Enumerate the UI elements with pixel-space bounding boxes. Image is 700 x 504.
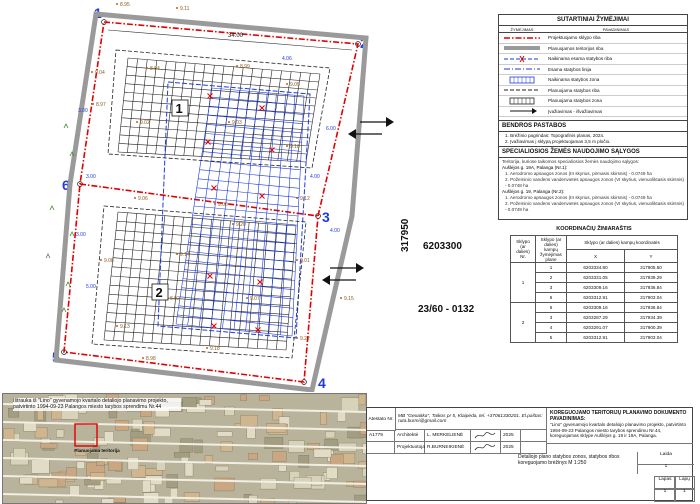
elevation-point (100, 259, 102, 261)
elevation-label: 9.18 (210, 346, 220, 352)
special-conditions-panel (498, 146, 688, 220)
coord-point: 6 (536, 303, 567, 313)
elevation-label: 9.13 (120, 324, 130, 330)
note-1: 1. Brėžinio pagrindas: Topografinis planas, 2024. (505, 133, 605, 138)
elevation-point (340, 297, 342, 299)
coord-x: 6203334.80 (567, 263, 625, 273)
corner-label: 6 (62, 177, 70, 193)
coordinates-table (510, 235, 678, 343)
elevation-label: 8.92 (170, 296, 180, 302)
notes-title: BENDROS PASTABOS (499, 121, 687, 132)
arrow-head (322, 275, 330, 285)
inset-building (289, 502, 297, 503)
th-plot: Sklypo (ar dalies) Nr. (511, 236, 536, 263)
inset-building (273, 451, 286, 461)
entry-arrow-icon (360, 117, 394, 127)
legend-symbol (499, 65, 545, 73)
dimension-label: 3.00 (76, 232, 86, 238)
removed-mark (260, 106, 265, 111)
attest-label: Atestato Nr. (367, 408, 396, 431)
inset-building (170, 488, 177, 497)
coord-row (511, 333, 678, 343)
inset-building (20, 478, 33, 484)
legend-row (499, 54, 687, 65)
elevation-point (176, 253, 178, 255)
elevation-point (296, 337, 298, 339)
inset-building (31, 460, 49, 474)
inset-building (106, 479, 121, 484)
coord-point: 3 (536, 313, 567, 323)
removed-zone-hline (200, 170, 300, 179)
signature-name: L. MERKELIENĖ (425, 430, 471, 441)
corner-label: 5 (52, 349, 60, 365)
signature-role: Projektuotoja (395, 442, 425, 453)
elevation-point (116, 3, 118, 5)
special-intro: Teritorija, kuriose taikomos specialiosios žemės naudojimo sąlygos: (502, 159, 640, 164)
grass-mark (66, 282, 70, 286)
inset-building (164, 498, 173, 503)
planned-zone-2-hline (112, 267, 292, 279)
elevation-label: 8.98 (146, 356, 156, 362)
planned-zone-2-hline (104, 340, 286, 350)
elevation-label: 9.12 (300, 196, 310, 202)
special-plot1: Aušlėjos g. 19A, Palanga (Nr.1): (502, 165, 568, 170)
legend-label: Naikinama statybos zona (548, 77, 600, 83)
elevation-label: 8.99 (240, 64, 250, 70)
legend-symbol-graphic (502, 34, 542, 42)
inset-building (104, 432, 113, 443)
coord-x: 6203312.91 (567, 293, 625, 303)
planned-zone-1-vline (193, 64, 205, 156)
elevation-point (232, 223, 234, 225)
th-y: Y (625, 250, 678, 263)
elevation-label: 9.05 (290, 82, 300, 88)
elevation-label: 9.22 (300, 336, 310, 342)
inset-building (241, 395, 247, 401)
inset-building (4, 428, 14, 440)
planned-zone-1-vline (156, 61, 167, 154)
coord-y: 317939.29 (625, 273, 678, 283)
coord-row (511, 283, 678, 293)
inset-building (35, 427, 47, 438)
signature-icon (471, 430, 501, 441)
inset-building (183, 397, 197, 408)
parcel-divider (80, 184, 318, 216)
corner-label: 2 (360, 35, 368, 51)
legend-col-symbol: ŽYMĖJIMAS (510, 26, 534, 32)
inset-building (109, 411, 117, 418)
inset-building (249, 453, 258, 459)
elevation-label: 8.95 (120, 2, 130, 8)
legend-row (499, 44, 687, 55)
elevation-point (142, 357, 144, 359)
coord-y-text: 317950 (400, 218, 411, 252)
inset-building (40, 443, 57, 448)
elevation-label: 9.04 (95, 70, 105, 76)
entry-arrow-icon (330, 263, 364, 273)
elevation-point (296, 259, 298, 261)
elevation-point (246, 297, 248, 299)
planned-zone-1-vline (127, 59, 137, 153)
planned-zone-1-vline (137, 60, 147, 153)
coord-plot-no: 2 (511, 303, 536, 343)
dimension-label: 3.00 (78, 108, 88, 114)
project-desc: "Lino" gyvenamojo kvartalo detaliojo planavimo projekto, patvirtinto 1994-09-23 Palangos miesto tarybos sprendimu Nr.44, koreguojamas sklype Aušlėjos g. 19 ir 19A, Palanga. (550, 422, 687, 439)
inset-building (39, 479, 58, 487)
inset-map (2, 393, 367, 504)
arrow-head (356, 263, 364, 273)
coord-point: 6 (536, 293, 567, 303)
removed-mark (208, 274, 213, 279)
inset-building (260, 395, 269, 400)
legend-panel (498, 14, 688, 132)
elevation-label: 9.07 (250, 296, 260, 302)
corner-label: 3 (322, 209, 330, 225)
coord-row (511, 293, 678, 303)
coord-x: 6203309.16 (567, 303, 625, 313)
inset-building (241, 415, 258, 426)
elevation-label: 8.94 (150, 66, 160, 72)
elevation-point (214, 203, 216, 205)
inset-building (156, 462, 166, 470)
removed-zone-hline (183, 279, 294, 290)
stage-label: Laida (637, 452, 694, 465)
legend-label: Esama statybos linija (548, 66, 592, 72)
coord-y: 317903.04 (625, 293, 678, 303)
elevation-point (91, 71, 93, 73)
inset-building (56, 430, 64, 437)
coord-point: 4 (536, 323, 567, 333)
elevation-label: 9.03 (232, 120, 242, 126)
planned-zone-1-vline (118, 58, 128, 152)
dimension-label: 4.06 (282, 56, 292, 62)
coord-y: 317900.39 (625, 323, 678, 333)
elevation-label: 9.00 (218, 202, 228, 208)
inset-building (216, 466, 229, 471)
legend-symbol-graphic (502, 44, 542, 52)
legend-col-name: PAVADINIMAS (602, 26, 630, 32)
legend-row (499, 75, 687, 86)
project-title: KOREGUOJAMO TERITORIJŲ PLANAVIMO DOKUMENTO PAVADINIMAS: (550, 410, 687, 422)
elevation-label: 9.11 (180, 6, 190, 12)
removed-zone-hline (184, 270, 294, 281)
legend-row (499, 86, 687, 97)
elevation-point (206, 347, 208, 349)
inset-building (167, 475, 178, 488)
coord-row (511, 273, 678, 283)
signature-year: 2025 (501, 430, 521, 441)
special-plot2-item-1: 1. Aerodromo apsaugos zonos (III skyrius, pirmasis skirsnis) - 0.0749 ha (505, 195, 652, 200)
coord-x: 6203312.91 (567, 333, 625, 343)
coord-y: 317903.04 (625, 333, 678, 343)
coord-row (511, 303, 678, 313)
th-point: Sklypo (ar dalies) kampų žymėjimas plane (536, 236, 567, 263)
signature-name: R.BURNEIKIENĖ (425, 442, 471, 453)
special-plot2: Aušlėjos g. 19, Palanga (Nr.2): (502, 189, 565, 194)
coord-row (511, 313, 678, 323)
legend-symbol-graphic (502, 97, 542, 105)
elevation-label: 9.15 (344, 296, 354, 302)
inset-building (14, 448, 26, 457)
special-plot1-item-1: 1. Aerodromo apsaugos zonos (III skyrius, pirmasis skirsnis) - 0.0749 ha (505, 171, 652, 176)
inset-building (199, 400, 211, 406)
elevation-point (236, 65, 238, 67)
th-coord: Sklypo (ar dalies) kampų koordinatės (567, 236, 678, 250)
coord-point: 3 (536, 283, 567, 293)
coord-x: 6203331.05 (567, 273, 625, 283)
stage-value: 1 (637, 464, 694, 474)
elevation-point (146, 67, 148, 69)
elevation-point (92, 103, 94, 105)
elevation-label: 9.20 (236, 222, 246, 228)
legend-row (499, 33, 687, 44)
coord-x: 6203309.16 (567, 283, 625, 293)
inset-marker: Planuojama teritorija (74, 448, 120, 453)
inset-building (325, 432, 334, 438)
inset-building (221, 442, 232, 451)
inset-building (108, 462, 122, 471)
legend-symbol (499, 44, 545, 52)
dimension-label: 5.00 (86, 284, 96, 290)
inset-building (142, 480, 150, 492)
coord-x: 6203287.29 (567, 313, 625, 323)
legend-symbol (499, 55, 545, 63)
inset-building (325, 439, 338, 450)
sheets-label: Lapų (674, 476, 695, 490)
inset-building (195, 440, 203, 453)
coord-y: 317905.50 (625, 263, 678, 273)
grass-mark (64, 124, 68, 128)
removed-zone-hline (190, 233, 297, 243)
signature-row (367, 430, 547, 442)
planned-zone-1-hline (126, 75, 317, 90)
coord-y: 317936.84 (625, 303, 678, 313)
coord-row (511, 263, 678, 273)
note-2: 2. Įvažiavimas į sklypą projektuojamas 3,5 m pločio. (505, 139, 611, 144)
coord-row (511, 323, 678, 333)
inset-building (217, 432, 232, 437)
inset-building (278, 465, 286, 471)
grass-mark (46, 254, 50, 258)
grass-mark (70, 232, 74, 236)
elevation-label: 9.10 (290, 144, 300, 150)
legend-symbol-graphic (502, 55, 542, 63)
legend-row (499, 96, 687, 107)
inset-building (341, 398, 359, 412)
inset-building (144, 421, 154, 434)
coord-label-x (423, 241, 462, 252)
corner-label: 4 (318, 375, 326, 391)
removed-zone-hline (187, 251, 296, 262)
signature-year: 2025 (501, 442, 521, 453)
elevation-point (176, 7, 178, 9)
dimension-label: 6.00 (326, 126, 336, 132)
inset-building (90, 473, 105, 481)
legend-symbol-graphic (502, 107, 542, 115)
arrow-head (348, 129, 356, 139)
coord-plot-no: 1 (511, 263, 536, 303)
legend-symbol-graphic (502, 76, 542, 84)
removed-mark (258, 280, 263, 285)
corner-label: 1 (94, 5, 102, 21)
elevation-point (286, 83, 288, 85)
elevation-point (296, 197, 298, 199)
grass-mark (50, 206, 54, 210)
removed-zone-hline (177, 315, 292, 327)
elevation-point (286, 145, 288, 147)
legend-symbol (499, 34, 545, 42)
legend-label: Planuojama statybos zona (548, 98, 602, 104)
dimension-label: 3.00 (86, 174, 96, 180)
removed-zone-hline (204, 142, 302, 151)
drawing-name: Detaliojo plano statybos zonos, statybos ribos koreguojamo brėžinys M 1:250 (518, 454, 620, 466)
legend-symbol-graphic (502, 65, 542, 73)
signature-blank (521, 430, 547, 441)
inset-building (153, 428, 170, 437)
title-block (366, 407, 693, 501)
inset-building (56, 500, 63, 503)
removed-zone-hline (188, 242, 296, 253)
legend-symbol-graphic (502, 86, 542, 94)
removed-zone-hline (186, 260, 296, 271)
inset-building (180, 439, 193, 452)
legend-row (499, 107, 687, 118)
planned-zone-2-hline (117, 221, 295, 235)
legend-symbol (499, 86, 545, 94)
inset-building (260, 478, 276, 489)
removed-zone-hline (179, 306, 293, 318)
notes-panel (498, 120, 688, 148)
inset-building (77, 462, 85, 469)
grass-mark (62, 308, 66, 312)
sheet-index-text: 23/60 - 0132 (418, 304, 475, 315)
legend-arrow-head (532, 108, 537, 114)
elevation-point (116, 325, 118, 327)
signature-rows (367, 430, 547, 454)
sheets-value: 1 (674, 488, 695, 502)
legend-row (499, 65, 687, 76)
legend-symbol (499, 107, 545, 115)
inset-building (102, 499, 114, 503)
coord-label-y (400, 219, 411, 252)
signature-no (367, 442, 395, 453)
elevation-label: 9.14 (180, 252, 190, 258)
coord-y: 317934.39 (625, 313, 678, 323)
elevation-label: 8.97 (96, 102, 106, 108)
coord-point: 1 (536, 263, 567, 273)
planned-zone-1-vline (146, 60, 157, 153)
signature-icon (471, 442, 501, 453)
elevation-point (136, 121, 138, 123)
inset-building (358, 395, 365, 405)
sheet-value: 1 (654, 488, 676, 502)
coord-x-text: 6203300 (423, 241, 462, 252)
entry-arrow-icon (348, 129, 382, 139)
dimension-label: 4.00 (310, 174, 320, 180)
elevation-point (228, 121, 230, 123)
signature-role: Architektė (395, 430, 425, 441)
elevation-label: 9.08 (104, 258, 114, 264)
special-plot2-item-2: 2. Požeminio vandens vandenvietės apsaugos zonos (VI skyrius, vienuoliktasis skirsnis) - 0.0749 ha (505, 201, 684, 212)
coords-title: KOORDINAČIŲ ŽINIARAŠTIS (556, 226, 632, 232)
inset-caption: Ištrauka iš "Lino" gyvenamojo kvartalo detaliojo planavimo projekto, patvirtinto 1994-09-23 Palangos miesto tarybos sprendimu Nr.44 (13, 398, 181, 411)
inset-building (337, 412, 346, 421)
removed-zone-hline (182, 288, 294, 299)
plot-label: 1 (175, 101, 183, 116)
signature-no: A1779 (367, 430, 395, 441)
coord-point: 5 (536, 333, 567, 343)
inset-building (128, 457, 139, 470)
plot-label: 2 (155, 285, 163, 300)
coordinates-panel (510, 226, 678, 343)
th-x: X (567, 250, 625, 263)
legend-label: Projektuojamo sklypo riba (548, 35, 601, 41)
coord-point: 2 (536, 273, 567, 283)
removed-zone-hline (180, 297, 293, 309)
special-title: SPECIALIOSIOS ŽEMĖS NAUDOJIMO SĄLYGOS (499, 147, 687, 158)
coordinates-table-body (511, 263, 678, 343)
dimension-label: 4.00 (330, 228, 340, 234)
corner-labels-layer (52, 5, 368, 391)
legend-symbol (499, 76, 545, 84)
legend-rows (499, 33, 687, 117)
inset-building (320, 412, 326, 424)
elevation-label: 9.02 (140, 120, 150, 126)
coord-x: 6203291.07 (567, 323, 625, 333)
removed-mark (256, 328, 261, 333)
inset-building (96, 462, 104, 466)
inset-building (87, 454, 98, 460)
legend-label: Planuojama statybos riba (548, 87, 600, 93)
elevation-label: 9.01 (300, 258, 310, 264)
inset-building (185, 463, 193, 476)
legend-label: Planuojamos teritorijos riba (548, 45, 604, 51)
sheet-index-label (418, 304, 474, 315)
legend-title: SUTARTINIAI ŽYMĖJIMAI (499, 15, 687, 26)
elevation-point (134, 197, 136, 199)
legend-symbol (499, 97, 545, 105)
inset-building (132, 438, 147, 451)
legend-label: Įvažiavimas - išvažiavimas (548, 108, 603, 114)
inset-building (314, 449, 331, 457)
arrow-head (386, 117, 394, 127)
sheet-label: Lapas (654, 476, 676, 490)
removed-zone-hline (176, 324, 292, 336)
inset-building (174, 452, 189, 457)
dimension-top: 34.00 (228, 33, 244, 39)
elevation-label: 9.06 (138, 196, 148, 202)
removed-zone-hline (201, 161, 300, 170)
special-plot1-item-2: 2. Požeminio vandens vandenvietės apsaugos zonos (VI skyrius, vienuoliktasis skirsnis) - 0.0748 ha (505, 177, 684, 188)
inset-building (326, 467, 337, 478)
legend-label: Naikinama esama statybos riba (548, 56, 613, 62)
company-info: MB "Geoaitka", Taikos pr 5, Klaipėda, tel. +37061330201. El.paštas: ruta.burmi@gmail.com (395, 408, 547, 430)
coord-y: 317936.84 (625, 283, 678, 293)
